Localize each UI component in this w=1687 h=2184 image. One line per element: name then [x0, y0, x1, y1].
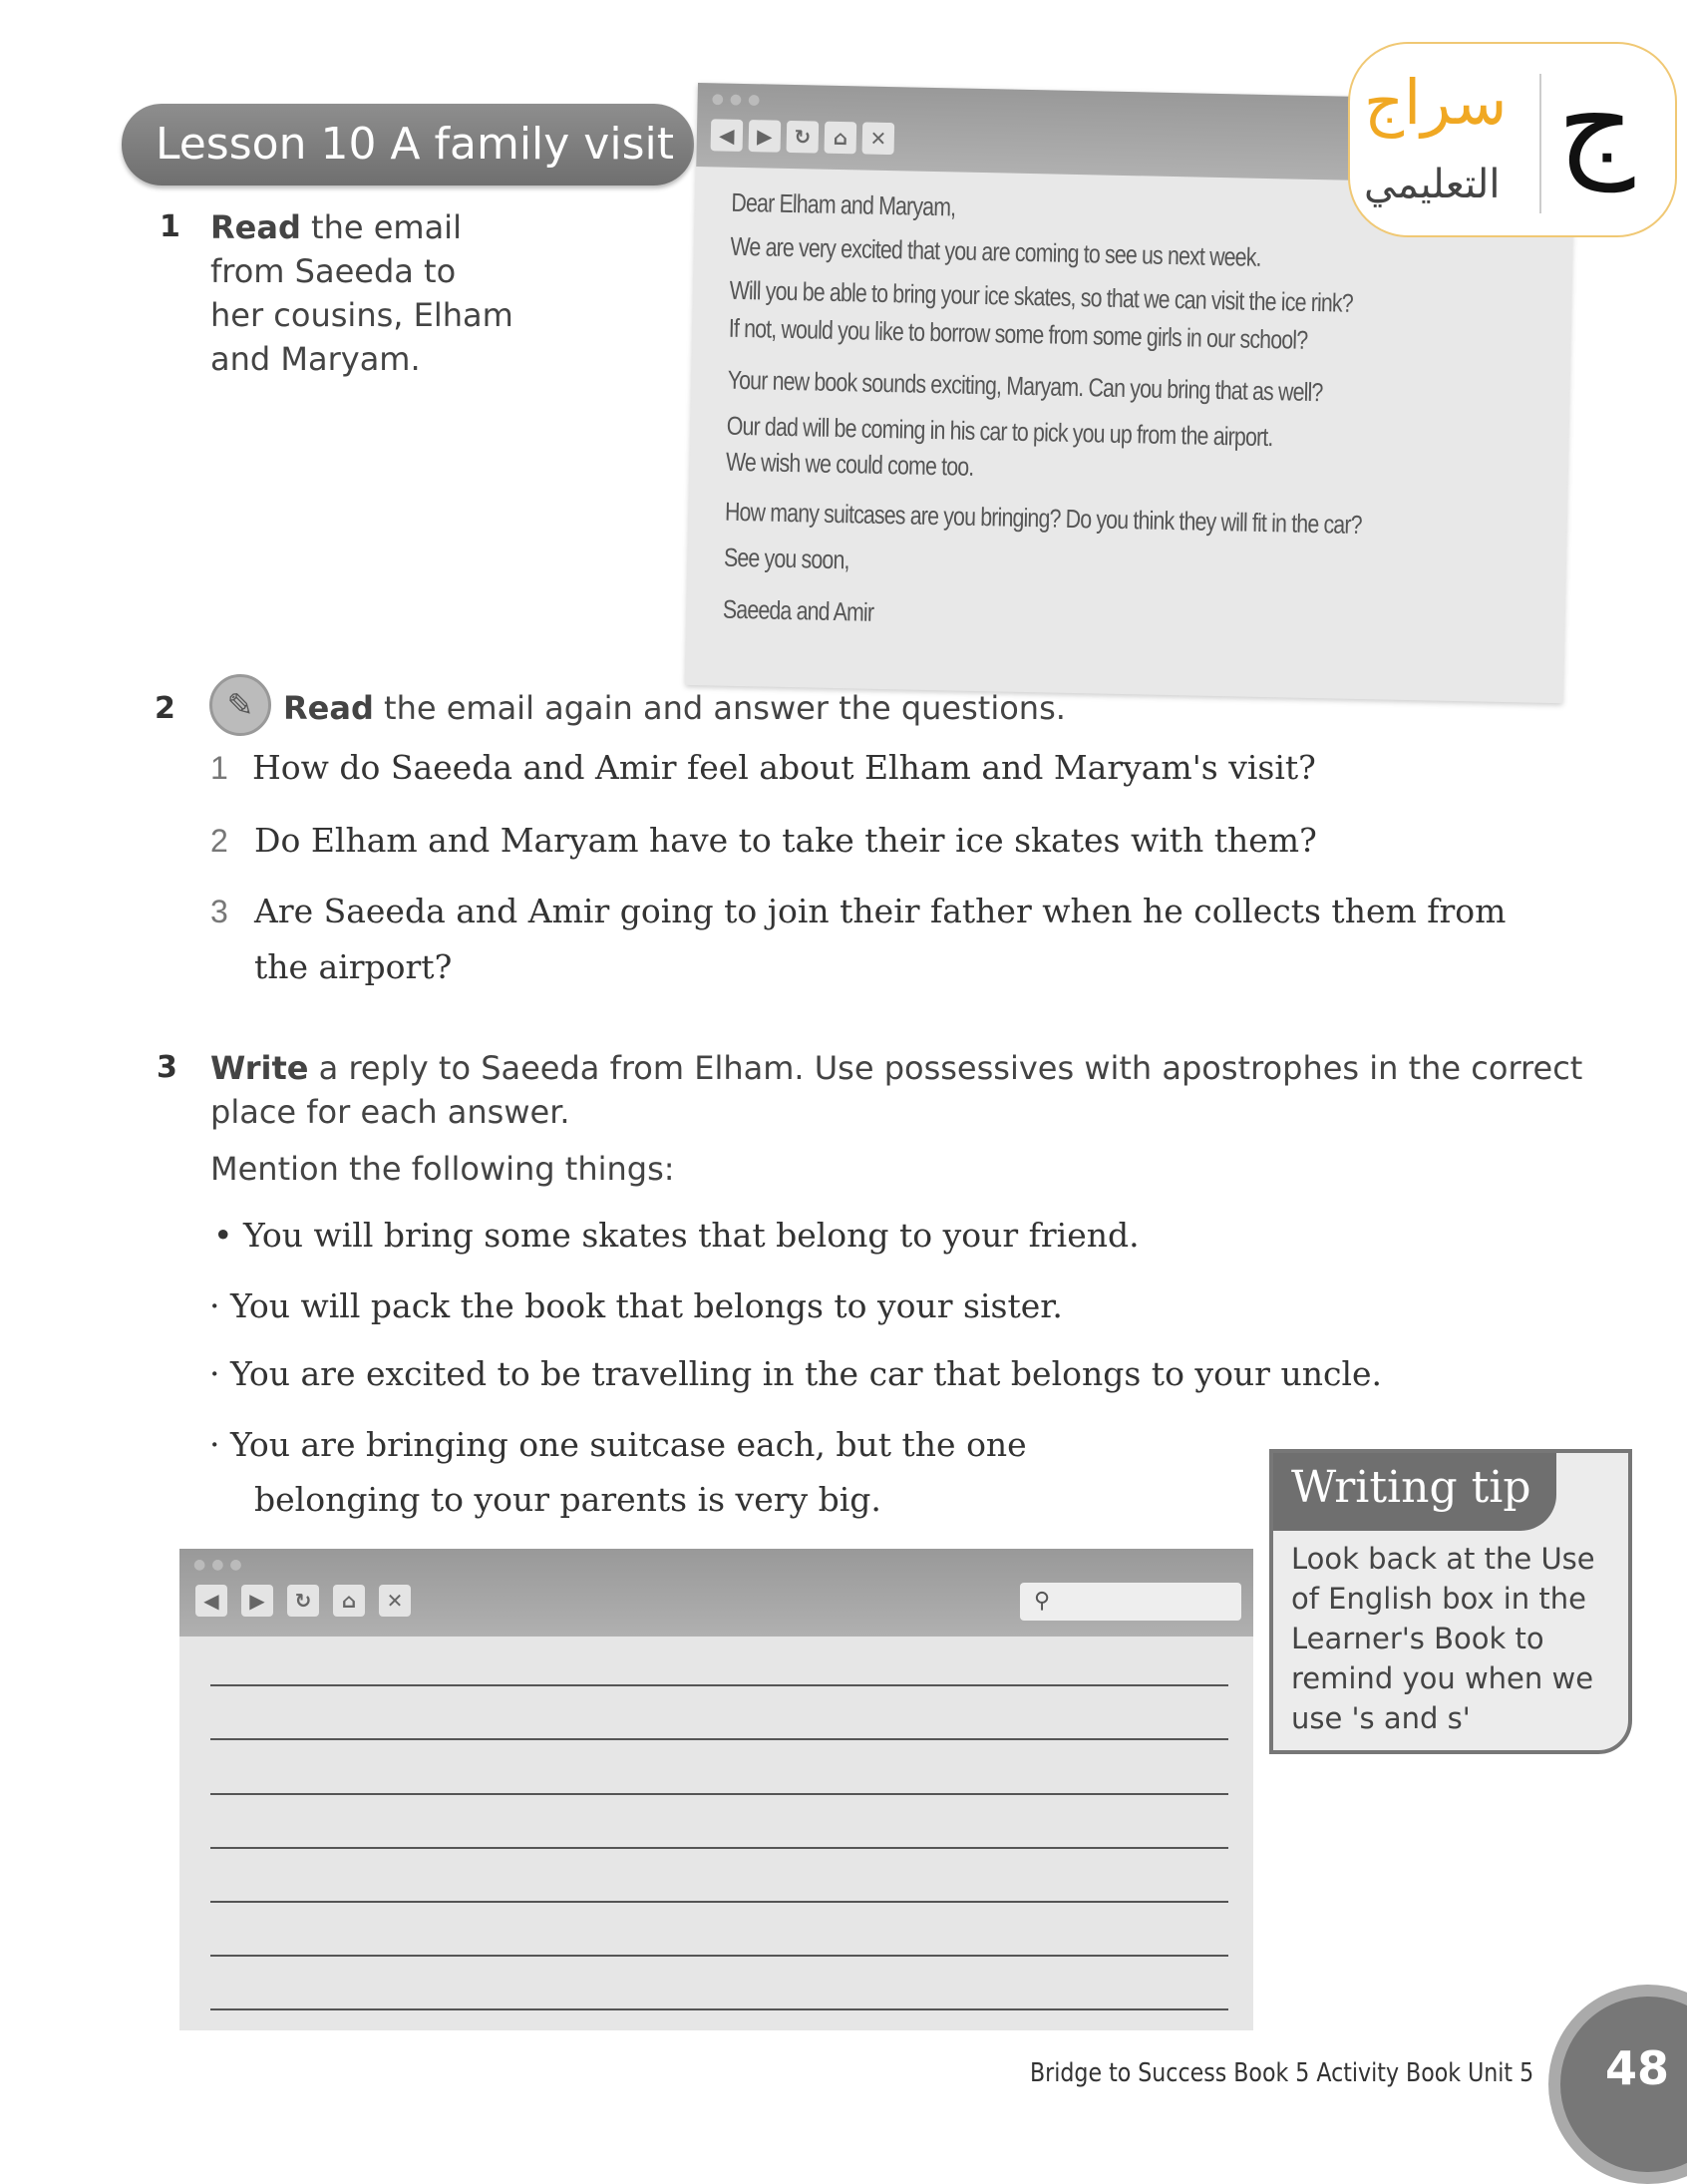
verb: Read — [210, 208, 301, 246]
logo-calligraphy-icon: ج — [1557, 54, 1635, 192]
window-dots: ●●● — [711, 91, 767, 109]
logo-divider — [1539, 74, 1541, 213]
search-icon: ⚲ — [1034, 1589, 1051, 1614]
email-line: Will you be able to bring your ice skates, so that we can visit the ice rink? — [729, 274, 1354, 318]
notebook-icon: ✎ — [209, 674, 271, 736]
close-icon[interactable]: ✕ — [379, 1585, 411, 1617]
writing-line[interactable] — [210, 1793, 1228, 1795]
writing-line[interactable] — [210, 1955, 1228, 1957]
writing-line[interactable] — [210, 1847, 1228, 1849]
writing-line[interactable] — [210, 2008, 1228, 2010]
writing-tip-title: Writing tip — [1273, 1453, 1556, 1531]
verb: Write — [210, 1049, 309, 1087]
bullet-item: • You will bring some skates that belong to your friend. — [213, 1216, 1140, 1255]
email-line: Our dad will be coming in his car to pick you up from the airport. — [726, 410, 1273, 453]
back-icon[interactable]: ◀ — [195, 1585, 227, 1617]
writing-line[interactable] — [210, 1684, 1228, 1686]
page-number: 48 — [1548, 1985, 1687, 2184]
search-input[interactable] — [1020, 1583, 1241, 1621]
exercise-3-instruction — [210, 1046, 1586, 1090]
exercise-3-number: 3 — [157, 1050, 177, 1085]
back-icon[interactable]: ◀ — [711, 119, 744, 152]
browser-toolbar — [179, 1549, 1253, 1637]
home-icon[interactable]: ⌂ — [333, 1585, 365, 1617]
email-line: Your new book sounds exciting, Maryam. Can you bring that as well? — [727, 364, 1323, 408]
line: her cousins, Elham — [210, 296, 513, 334]
forward-icon[interactable]: ▶ — [749, 120, 782, 153]
lesson-title: Lesson 10 A family visit — [122, 104, 694, 185]
line: and Maryam. — [210, 340, 421, 378]
email-line: Dear Elham and Maryam, — [731, 186, 956, 222]
refresh-icon[interactable]: ↻ — [787, 121, 820, 154]
question-number: 3 — [210, 894, 228, 929]
email-line: See you soon, — [723, 542, 849, 575]
logo-text-bottom: التعليمي — [1364, 162, 1501, 207]
writing-line[interactable] — [210, 1901, 1228, 1903]
question-number: 1 — [210, 750, 228, 786]
reply-window — [179, 1549, 1253, 2030]
mention-label: Mention the following things: — [210, 1150, 675, 1188]
question-number: 2 — [210, 823, 228, 859]
question-text: Do Elham and Maryam have to take their ice skates with them? — [254, 821, 1317, 860]
forward-icon[interactable]: ▶ — [241, 1585, 273, 1617]
writing-line[interactable] — [210, 1738, 1228, 1740]
footer-text: Bridge to Success Book 5 Activity Book Unit 5 — [1030, 2058, 1534, 2088]
question-text: Are Saeeda and Amir going to join their father when he collects them from — [254, 892, 1507, 930]
email-line: If not, would you like to borrow some from some girls in our school? — [728, 312, 1308, 355]
writing-tip-box — [1269, 1449, 1632, 1754]
instruction-text: the email again and answer the questions. — [384, 689, 1066, 727]
exercise-1-number: 1 — [160, 209, 180, 244]
bullet-item: · You will pack the book that belongs to your sister. — [209, 1286, 1063, 1325]
line: the email — [311, 208, 462, 246]
window-dots: ●●● — [193, 1557, 248, 1573]
instruction-text: a reply to Saeeda from Elham. Use possessives with apostrophes in the correct — [318, 1049, 1583, 1087]
email-line: How many suitcases are you bringing? Do you think they will fit in the car? — [724, 496, 1363, 541]
email-line: We are very excited that you are coming to see us next week. — [730, 230, 1262, 272]
question-text: How do Saeeda and Amir feel about Elham and Maryam's visit? — [252, 748, 1316, 787]
exercise-2-number: 2 — [155, 691, 175, 726]
bullet-item: · You are excited to be travelling in the car that belongs to your uncle. — [209, 1354, 1383, 1393]
question-text-continued: the airport? — [254, 947, 453, 986]
instruction-text-continued: place for each answer. — [210, 1093, 570, 1131]
exercise-2-instruction — [283, 686, 1066, 730]
line: from Saeeda to — [210, 252, 457, 290]
refresh-icon[interactable]: ↻ — [287, 1585, 319, 1617]
home-icon[interactable]: ⌂ — [825, 122, 857, 155]
email-line: Saeeda and Amir — [722, 593, 874, 627]
email-line: We wish we could come too. — [725, 446, 974, 482]
bullet-item: · You are bringing one suitcase each, but the one — [209, 1425, 1027, 1464]
close-icon[interactable]: ✕ — [862, 122, 895, 155]
logo-text-top: سراج — [1364, 66, 1508, 139]
bullet-item-continued: belonging to your parents is very big. — [254, 1480, 881, 1519]
exercise-1-instruction — [210, 205, 549, 381]
writing-tip-body: Look back at the Use of English box in the Learner's Book to remind you when we use 's and s' — [1291, 1542, 1595, 1735]
verb: Read — [283, 689, 374, 727]
logo — [1348, 42, 1677, 237]
